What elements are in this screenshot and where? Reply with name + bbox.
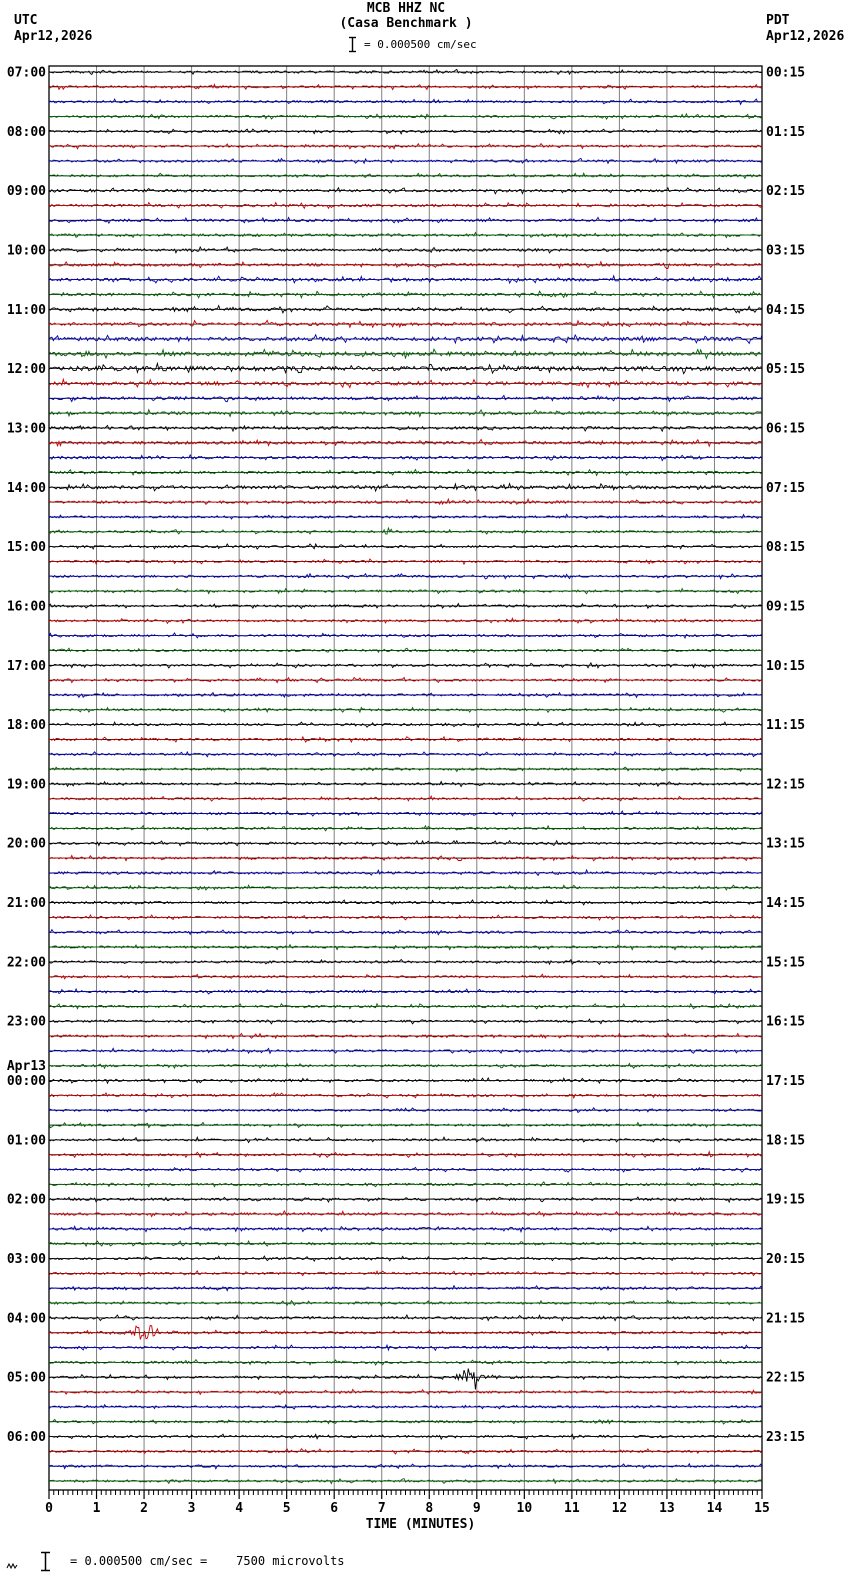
axis-title: TIME (MINUTES) [365,1517,476,1532]
utc-hour-label: 13:00 [6,421,46,437]
pdt-hour-label: 22:15 [766,1370,806,1386]
pdt-hour-label: 15:15 [766,955,806,971]
seismic-trace [49,1078,762,1083]
axis-tick-label: 6 [330,1501,339,1516]
pdt-hour-label: 04:15 [766,302,806,318]
seismic-trace [49,1369,762,1390]
axis-tick-label: 5 [282,1501,291,1516]
utc-hour-label: 04:00 [6,1311,46,1327]
seismic-trace [49,1152,762,1158]
pdt-hour-label: 01:15 [766,124,806,140]
pdt-hour-label: 18:15 [766,1133,806,1149]
utc-hour-label: 02:00 [6,1192,46,1208]
pdt-hour-label: 13:15 [766,836,806,852]
utc-hour-label: 23:00 [6,1014,46,1030]
pdt-hour-label: 17:15 [766,1074,806,1090]
seismic-trace [49,1226,762,1232]
utc-date-label: Apr12,2026 [14,29,93,44]
utc-hour-label: 12:00 [6,362,46,378]
utc-timezone-label: UTC [14,13,38,28]
utc-hour-label: 17:00 [6,658,46,674]
axis-tick-label: 0 [45,1501,53,1516]
axis-tick-label: 2 [140,1501,148,1516]
scale-legend-text: = 0.000500 cm/sec [364,38,477,51]
seismic-trace [49,499,762,504]
seismic-trace [49,1479,762,1484]
seismic-trace [49,796,762,801]
footer-scale-text: = 0.000500 cm/sec = 7500 microvolts [70,1554,345,1568]
seismic-trace [49,1167,762,1172]
pdt-hour-label: 07:15 [766,480,806,496]
axis-tick-label: 10 [516,1501,533,1516]
axis-tick-label: 12 [611,1501,628,1516]
pdt-hour-label: 11:15 [766,718,806,734]
utc-hour-label: 21:00 [6,896,46,912]
utc-hour-label: 11:00 [6,302,46,318]
station-subtitle: (Casa Benchmark ) [339,16,473,31]
pdt-hour-label: 12:15 [766,777,806,793]
seismic-trace [49,663,762,668]
pdt-hour-label: 08:15 [766,540,806,556]
utc-hour-label: 00:00 [6,1074,46,1090]
seismic-trace [49,188,762,194]
utc-hour-label: 22:00 [6,955,46,971]
pdt-hour-label: 23:15 [766,1430,806,1446]
axis-tick-label: 8 [425,1501,434,1516]
utc-hour-label: 16:00 [6,599,46,615]
footer-scale-note [6,1548,345,1578]
pdt-timezone-label: PDT [766,13,790,28]
utc-hour-label: 10:00 [6,243,46,259]
pdt-hour-label: 03:15 [766,243,806,259]
utc-hour-label: 06:00 [6,1430,46,1446]
pdt-hour-label: 21:15 [766,1311,806,1327]
pdt-hour-label: 20:15 [766,1252,806,1268]
axis-tick-label: 4 [235,1501,244,1516]
seismic-trace [49,1019,762,1024]
utc-day-break-label: Apr13 [6,1059,46,1075]
seismic-trace [49,945,762,950]
seismic-trace [49,604,762,609]
pdt-hour-label: 05:15 [766,362,806,378]
utc-hour-label: 05:00 [6,1370,46,1386]
axis-tick-label: 14 [706,1501,723,1516]
seismic-trace [49,708,762,713]
pdt-hour-label: 19:15 [766,1192,806,1208]
axis-tick-label: 11 [564,1501,580,1516]
pdt-date-label: Apr12,2026 [766,29,845,44]
pdt-hour-label: 16:15 [766,1014,806,1030]
axis-tick-label: 9 [472,1501,481,1516]
pdt-hour-label: 09:15 [766,599,806,615]
waveform-glyph-icon [6,1548,20,1574]
seismic-trace [49,232,762,237]
pdt-hour-label: 06:15 [766,421,806,437]
seismic-trace [49,752,762,757]
pdt-hour-label: 14:15 [766,896,806,912]
pdt-hour-label: 00:15 [766,65,806,81]
utc-hour-label: 07:00 [6,65,46,81]
utc-hour-label: 14:00 [6,480,46,496]
utc-hour-label: 20:00 [6,836,46,852]
utc-hour-label: 15:00 [6,540,46,556]
utc-hour-label: 18:00 [6,718,46,734]
seismic-trace [49,129,762,134]
utc-hour-label: 09:00 [6,184,46,200]
axis-tick-label: 7 [377,1501,386,1516]
seismic-trace [49,1137,762,1142]
axis-tick-label: 13 [659,1501,675,1516]
utc-hour-label: 08:00 [6,124,46,140]
station-title: MCB HHZ NC [366,1,446,16]
axis-tick-label: 1 [92,1501,101,1516]
seismic-trace [49,528,762,534]
footer-ibeam-icon [40,1548,52,1574]
utc-hour-label: 03:00 [6,1252,46,1268]
pdt-hour-label: 10:15 [766,658,806,674]
utc-hour-label: 01:00 [6,1133,46,1149]
pdt-hour-label: 02:15 [766,184,806,200]
axis-tick-label: 3 [187,1501,196,1516]
axis-tick-label: 15 [754,1501,770,1516]
utc-hour-label: 19:00 [6,777,46,793]
